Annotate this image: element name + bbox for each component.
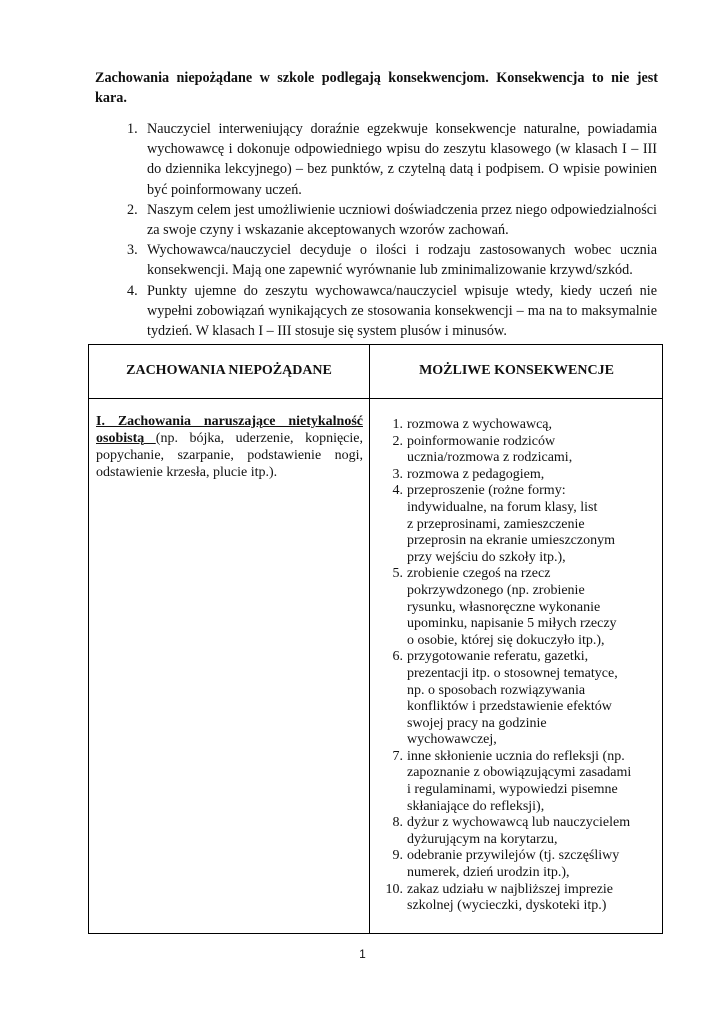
consequence-number: 6.: [392, 649, 403, 665]
consequence-item: [392, 566, 657, 649]
rule-text: Punkty ujemne do zeszytu wychowawca/nauczyciel wpisuje wtedy, kiedy uczeń nie wypełni zobowiązań wynikających ze stosowania konsekwencji – ma na to maksymalnie tydzień. W klasach I – III stosuje się system plusów i minusów.: [147, 282, 657, 340]
table-header-consequences: MOŻLIWE KONSEKWENCJE: [419, 363, 614, 378]
consequence-line: przy wejściu do szkoły itp.),: [407, 549, 566, 565]
consequence-item: [392, 815, 657, 848]
rule-number: 1.: [127, 121, 138, 137]
consequence-line: przeprosin na ekranie umieszczonym: [407, 533, 615, 549]
consequence-line: zrobienie czegoś na rzecz: [407, 566, 551, 582]
consequence-line: odebranie przywilejów (tj. szczęśliwy: [407, 848, 620, 864]
rule-item: [127, 240, 657, 280]
consequence-line: dyżurującym na korytarzu,: [407, 831, 558, 847]
rule-item: [127, 119, 657, 200]
consequence-line: prezentacji itp. o stosownej tematyce,: [407, 665, 618, 681]
rule-text: Nauczyciel interweniujący doraźnie egzekwuje konsekwencje naturalne, powiadamia wychowawcę i dokonuje odpowiedniego wpisu do zeszytu klasowego (w klasach I – III do dziennika lekcyjnego) – bez punktów, z czytelną datą i podpisem. O wpisie powinien być poinformowany uczeń.: [147, 121, 657, 198]
consequence-item: [392, 748, 657, 815]
behavior-title: I. Zachowania naruszające nietykalność osobistą: [96, 414, 363, 446]
consequence-line: przygotowanie referatu, gazetki,: [407, 649, 589, 665]
consequence-line: skłaniające do refleksji),: [407, 798, 545, 814]
consequence-number: 10.: [385, 881, 403, 897]
consequence-line: i regulaminami, wypowiedzi pisemne: [407, 782, 618, 798]
consequence-item: [385, 881, 657, 915]
consequence-number: 7.: [392, 748, 403, 764]
consequence-number: 3.: [392, 466, 403, 482]
consequence-line: poinformowanie rodziców: [407, 433, 556, 449]
consequence-line: o osobie, której się dokuczyło itp.),: [407, 632, 605, 648]
consequence-line: upominku, napisanie 5 miłych rzeczy: [407, 616, 617, 632]
consequence-line: konfliktów i przedstawienie efektów: [407, 699, 612, 715]
behavior-cell: [96, 413, 363, 481]
consequences-list: [385, 417, 657, 915]
consequence-line: rysunku, własnoręczne wykonanie: [407, 599, 601, 615]
consequence-line: rozmowa z pedagogiem,: [407, 466, 545, 482]
rule-number: 4.: [127, 282, 138, 299]
consequence-item: [392, 483, 657, 566]
consequence-line: przeproszenie (rożne formy:: [407, 483, 566, 499]
consequence-line: indywidualne, na forum klasy, list: [407, 499, 598, 515]
rule-text: Wychowawca/nauczyciel decyduje o ilości i rodzaju zastosowanych wobec ucznia konsekwencji. Mają one zapewnić wyrównanie lub zminimalizowanie krzywd/szkód.: [147, 242, 657, 279]
document-heading: Zachowania niepożądane w szkole podlegają konsekwencjom. Konsekwencja to nie jest kara.: [95, 70, 658, 106]
consequence-line: zakaz udziału w najbliższej imprezie: [407, 881, 614, 897]
consequence-line: z przeprosinami, zamieszczenie: [407, 516, 585, 532]
consequence-number: 8.: [392, 815, 403, 831]
consequence-item: [392, 466, 657, 484]
behavior-description: (np. bójka, uderzenie, kopnięcie, popychanie, szarpanie, podstawienie nogi, odstawienie krzesła, plucie itp.).: [96, 431, 364, 480]
consequence-line: pokrzywdzonego (np. zrobienie: [407, 582, 585, 598]
behavior-consequence-table: [88, 344, 663, 934]
consequence-line: dyżur z wychowawcą lub nauczycielem: [407, 815, 631, 831]
rule-item: [127, 200, 657, 240]
table-column-divider: [369, 345, 370, 933]
consequence-number: 2.: [392, 433, 403, 449]
consequence-item: [392, 417, 657, 434]
rule-item: [127, 281, 657, 342]
consequence-number: 4.: [392, 483, 403, 499]
table-header-divider: [89, 398, 662, 399]
rule-number: 3.: [127, 242, 138, 259]
consequence-line: inne skłonienie ucznia do refleksji (np.: [407, 748, 625, 764]
rules-list: [127, 119, 657, 341]
consequence-number: 1.: [392, 417, 403, 432]
consequence-line: szkolnej (wycieczki, dyskoteki itp.): [407, 898, 607, 914]
consequence-line: ucznia/rozmowa z rodzicami,: [407, 450, 573, 466]
consequence-line: wychowawczej,: [407, 732, 497, 748]
page-number: 1: [359, 947, 366, 961]
consequence-line: swojej pracy na godzinie: [407, 715, 547, 731]
rule-text: Naszym celem jest umożliwienie uczniowi doświadczenia przez niego odpowiedzialności za swoje czyny i wskazanie akceptowanych wzorów zachowań.: [147, 201, 657, 239]
consequence-line: np. o sposobach rozwiązywania: [407, 682, 586, 698]
table-header-behaviors: ZACHOWANIA NIEPOŻĄDANE: [126, 363, 332, 378]
consequence-item: [392, 433, 657, 467]
consequence-number: 5.: [392, 566, 403, 582]
consequence-line: rozmowa z wychowawcą,: [407, 417, 552, 432]
consequence-line: numerek, dzień urodzin itp.),: [407, 865, 570, 881]
rule-number: 2.: [127, 201, 138, 218]
consequence-number: 9.: [392, 848, 403, 864]
consequence-line: zapoznanie z obowiązującymi zasadami: [407, 765, 632, 781]
consequence-item: [392, 649, 657, 749]
consequence-item: [392, 848, 657, 881]
